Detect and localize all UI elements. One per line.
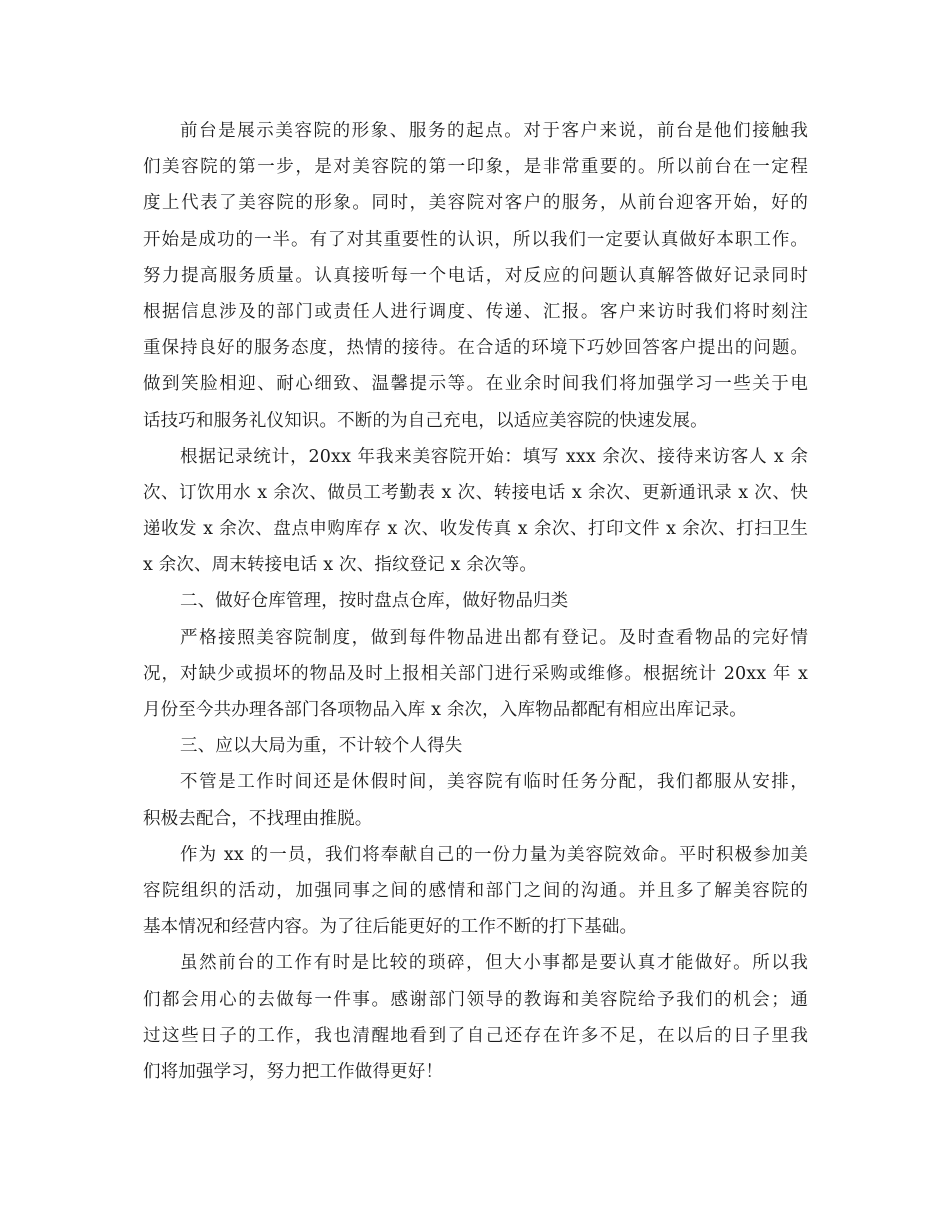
text-line: x 余次、周末转接电话 x 次、指纹登记 x 余次等。 (143, 555, 537, 576)
text-line: 严格接照美容院制度，做到每件物品进出都有登记。及时查看物品的完好情 (180, 627, 808, 648)
text-line: 积极去配合，不找理由推脱。 (143, 808, 373, 829)
text-line: 根据信息涉及的部门或责任人进行调度、传递、汇报。客户来访时我们将时刻注 (143, 301, 808, 322)
paragraph-warehouse (143, 620, 808, 729)
text-line: 过这些日子的工作，我也清醒地看到了自己还存在许多不足，在以后的日子里我 (143, 1025, 808, 1046)
section-heading-overall (143, 728, 808, 764)
text-line: 容院组织的活动，加强同事之间的感情和部门之间的沟通。并且多了解美容院的 (143, 880, 808, 901)
text-line: 虽然前台的工作有时是比较的琐碎，但大小事都是要认真才能做好。所以我 (180, 953, 808, 974)
text-line: 作为 xx 的一员，我们将奉献自己的一份力量为美容院效命。平时积极参加美 (180, 844, 808, 865)
paragraph-overall (143, 764, 808, 836)
text-line: 话技巧和服务礼仪知识。不断的为自己充电，以适应美容院的快速发展。 (143, 410, 708, 431)
section-heading: 二、做好仓库管理，按时盘点仓库，做好物品归类 (180, 591, 569, 612)
text-line: 努力提高服务质量。认真接听每一个电话，对反应的问题认真解答做好记录同时 (143, 265, 808, 286)
text-line: 做到笑脸相迎、耐心细致、温馨提示等。在业余时间我们将加强学习一些关于电 (143, 374, 808, 395)
text-line: 根据记录统计，20xx 年我来美容院开始：填写 xxx 余次、接待来访客人 x 余 (180, 446, 808, 467)
document-body (143, 113, 808, 1090)
text-line: 月份至今共办理各部门各项物品入库 x 余次，入库物品都配有相应出库记录。 (143, 700, 747, 720)
text-line: 次、订饮用水 x 余次、做员工考勤表 x 次、转接电话 x 余次、更新通讯录 x 次、快 (143, 482, 808, 503)
paragraph-statistics (143, 439, 808, 584)
paragraph-member (143, 837, 808, 946)
section-heading: 三、应以大局为重，不计较个人得失 (180, 736, 463, 757)
text-line: 前台是展示美容院的形象、服务的起点。对于客户来说，前台是他们接触我 (180, 121, 808, 141)
text-line: 不管是工作时间还是休假时间，美容院有临时任务分配，我们都服从安排， (180, 772, 808, 793)
text-line: 重保持良好的服务态度，热情的接待。在合适的环境下巧妙回答客户提出的问题。 (143, 338, 808, 359)
text-line: 基本情况和经营内容。为了往后能更好的工作不断的打下基础。 (143, 917, 638, 938)
text-line: 们美容院的第一步，是对美容院的第一印象，是非常重要的。所以前台在一定程 (143, 157, 808, 178)
text-line: 开始是成功的一半。有了对其重要性的认识，所以我们一定要认真做好本职工作。 (143, 229, 808, 250)
section-heading-warehouse (143, 583, 808, 619)
text-line: 况，对缺少或损坏的物品及时上报相关部门进行采购或维修。根据统计 20xx 年 x (143, 663, 808, 684)
text-line: 度上代表了美容院的形象。同时，美容院对客户的服务，从前台迎客开始，好的 (143, 193, 808, 214)
text-line: 们都会用心的去做每一件事。感谢部门领导的教诲和美容院给予我们的机会；通 (143, 989, 808, 1010)
text-line: 递收发 x 余次、盘点申购库存 x 次、收发传真 x 余次、打印文件 x 余次、打扫卫生 (143, 519, 808, 540)
paragraph-conclusion (143, 945, 808, 1090)
paragraph-intro (143, 113, 808, 439)
text-line: 们将加强学习，努力把工作做得更好！ (143, 1061, 444, 1082)
